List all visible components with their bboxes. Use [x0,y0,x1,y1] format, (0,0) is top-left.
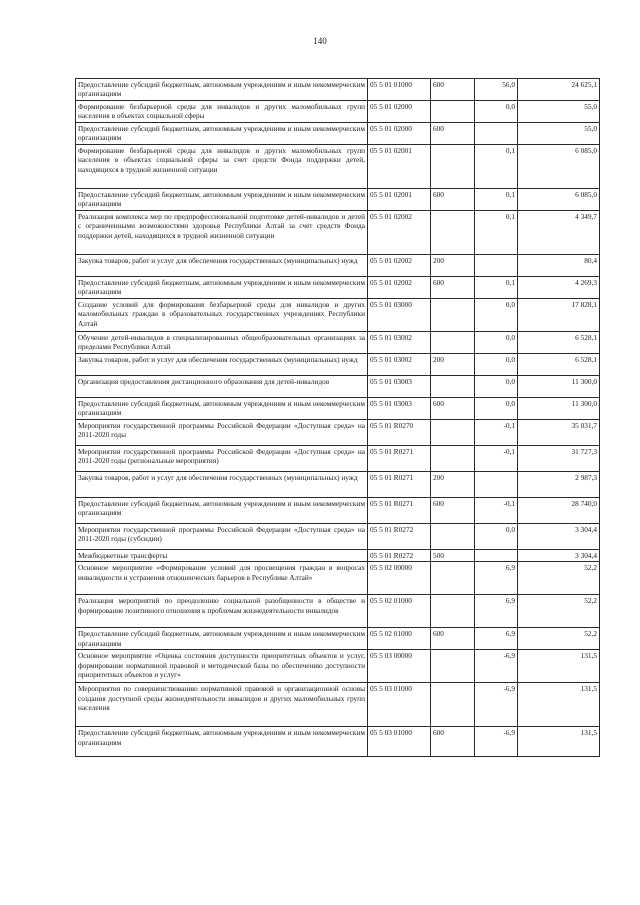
row-code-cell: 05 5 01 02002 [368,255,431,277]
row-type-cell: 200 [431,472,475,498]
table-row [76,211,600,255]
row-name-cell: Мероприятия государственной программы Российской Федерации «Доступная среда» на 2011-2020 годы (субсидии) [76,524,368,550]
row-amount-cell: 6 085,0 [518,189,600,211]
row-type-cell [431,595,475,628]
row-type-cell [431,299,475,332]
row-change-cell [475,550,518,562]
table-row [76,299,600,332]
row-amount-cell: 131,5 [518,727,600,757]
row-code-cell: 05 5 01 02001 [368,145,431,189]
row-amount-cell: 3 304,4 [518,550,600,562]
row-amount-cell: 52,2 [518,595,600,628]
row-name-cell: Закупка товаров, работ и услуг для обеспечения государственных (муниципальных) нужд [76,472,368,498]
row-amount-cell: 52,2 [518,562,600,595]
row-amount-cell: 6 528,1 [518,354,600,376]
row-code-cell: 05 5 01 02000 [368,123,431,145]
row-code-cell: 05 5 03 01000 [368,683,431,727]
row-type-cell: 600 [431,189,475,211]
table-row [76,79,600,101]
row-code-cell: 05 5 01 03003 [368,398,431,420]
row-code-cell: 05 5 02 01000 [368,628,431,650]
table-row [76,354,600,376]
table-row [76,727,600,757]
row-type-cell: 600 [431,123,475,145]
row-amount-cell: 6 528,1 [518,332,600,354]
row-change-cell: 0,0 [475,101,518,123]
row-amount-cell: 35 031,7 [518,420,600,446]
row-amount-cell: 11 300,0 [518,376,600,398]
row-type-cell: 600 [431,727,475,757]
row-code-cell: 05 5 01 R0271 [368,498,431,524]
row-name-cell: Основное мероприятие «Формирование условий для просвещения граждан в вопросах инвалидности и устранения отношенческих барьеров в Республике Алтай» [76,562,368,595]
row-code-cell: 05 5 03 01000 [368,727,431,757]
page-number: 140 [313,36,327,46]
row-amount-cell: 28 740,0 [518,498,600,524]
row-type-cell [431,683,475,727]
row-amount-cell: 131,5 [518,683,600,727]
row-change-cell: -0,1 [475,446,518,472]
row-change-cell: 0,0 [475,376,518,398]
row-type-cell [431,524,475,550]
row-type-cell: 600 [431,498,475,524]
row-name-cell: Обучение детей-инвалидов в специализированных общеобразовательных организациях за пределами Республики Алтай [76,332,368,354]
row-code-cell: 05 5 01 02001 [368,189,431,211]
row-name-cell: Мероприятия государственной программы Российской Федерации «Доступная среда» на 2011-2020 годы (региональные мероприятия) [76,446,368,472]
row-code-cell: 05 5 01 02002 [368,277,431,299]
row-change-cell: 0,1 [475,189,518,211]
table-row [76,650,600,683]
row-code-cell: 05 5 01 03002 [368,354,431,376]
row-change-cell: 0,0 [475,299,518,332]
row-change-cell: -0,1 [475,420,518,446]
table-row [76,498,600,524]
row-change-cell [475,123,518,145]
row-change-cell: 6,9 [475,595,518,628]
row-change-cell: 6,9 [475,562,518,595]
row-type-cell [431,562,475,595]
row-amount-cell: 2 987,3 [518,472,600,498]
row-code-cell: 05 5 01 R0270 [368,420,431,446]
table-row [76,683,600,727]
table-row [76,123,600,145]
row-code-cell: 05 5 01 02000 [368,101,431,123]
row-type-cell: 600 [431,628,475,650]
row-change-cell: 0,0 [475,398,518,420]
row-type-cell [431,145,475,189]
row-amount-cell: 17 828,1 [518,299,600,332]
row-change-cell: -0,1 [475,498,518,524]
row-change-cell: 0,0 [475,524,518,550]
row-amount-cell: 4 269,3 [518,277,600,299]
row-name-cell: Организация предоставления дистанционного образования для детей-инвалидов [76,376,368,398]
row-code-cell: 05 5 01 R0271 [368,472,431,498]
row-type-cell [431,446,475,472]
table-row [76,595,600,628]
row-change-cell: -6,9 [475,727,518,757]
table-row [76,562,600,595]
row-name-cell: Предоставление субсидий бюджетным, автономным учреждениям и иным некоммерческим организациям [76,727,368,757]
row-name-cell: Предоставление субсидий бюджетным, автономным учреждениям и иным некоммерческим организациям [76,277,368,299]
row-name-cell: Формирование безбарьерной среды для инвалидов и других маломобильных групп населения в объектах социальной сферы за счет средств Фонда поддержки детей, находящихся в трудной жизненной ситуации [76,145,368,189]
row-type-cell: 200 [431,354,475,376]
row-amount-cell: 52,2 [518,628,600,650]
row-change-cell [475,255,518,277]
row-name-cell: Мероприятия по совершенствованию нормативной правовой и организационной основы создания доступной среды жизнедеятельности инвалидов и других маломобильных групп населения [76,683,368,727]
row-change-cell: 0,1 [475,211,518,255]
row-code-cell: 05 5 01 R0271 [368,446,431,472]
row-code-cell: 05 5 01 03000 [368,299,431,332]
row-code-cell: 05 5 01 R0272 [368,550,431,562]
row-name-cell: Предоставление субсидий бюджетным, автономным учреждениям и иным некоммерческим организациям [76,123,368,145]
row-name-cell: Предоставление субсидий бюджетным, автономным учреждениям и иным некоммерческим организациям [76,628,368,650]
row-amount-cell: 4 349,7 [518,211,600,255]
row-amount-cell: 31 727,3 [518,446,600,472]
row-amount-cell: 131,5 [518,650,600,683]
row-amount-cell: 55,0 [518,101,600,123]
row-amount-cell: 55,0 [518,123,600,145]
row-name-cell: Закупка товаров, работ и услуг для обеспечения государственных (муниципальных) нужд [76,255,368,277]
row-code-cell: 05 5 01 01000 [368,79,431,101]
row-amount-cell: 3 304,4 [518,524,600,550]
row-type-cell [431,420,475,446]
row-amount-cell: 80,4 [518,255,600,277]
row-amount-cell: 6 085,0 [518,145,600,189]
table-row [76,420,600,446]
row-type-cell: 600 [431,398,475,420]
row-name-cell: Предоставление субсидий бюджетным, автономным учреждениям и иным некоммерческим организациям [76,79,368,101]
table-row [76,550,600,562]
row-name-cell: Реализация комплекса мер по предпрофессиональной подготовке детей-инвалидов и детей с ограниченными возможностями здоровья Республики Алтай за счет средств Фонда поддержки детей, находящихся в трудной жизненной ситуации [76,211,368,255]
row-name-cell: Создание условий для формирования безбарьерной среды для инвалидов и других маломобильных граждан в образовательных государственных учреждениях Республики Алтай [76,299,368,332]
row-name-cell: Формирование безбарьерной среды для инвалидов и других маломобильных групп населения в объектах социальной сферы [76,101,368,123]
row-type-cell [431,376,475,398]
row-change-cell: -6,9 [475,650,518,683]
row-code-cell: 05 5 02 00000 [368,562,431,595]
table-row [76,101,600,123]
row-change-cell: 56,0 [475,79,518,101]
table-row [76,376,600,398]
row-type-cell [431,332,475,354]
row-code-cell: 05 5 01 02002 [368,211,431,255]
row-name-cell: Предоставление субсидий бюджетным, автономным учреждениям и иным некоммерческим организациям [76,498,368,524]
table-row [76,628,600,650]
row-change-cell: 0,1 [475,145,518,189]
row-name-cell: Предоставление субсидий бюджетным, автономным учреждениям и иным некоммерческим организациям [76,189,368,211]
row-change-cell: 0,0 [475,332,518,354]
budget-table [75,78,600,757]
table-row [76,332,600,354]
row-code-cell: 05 5 03 00000 [368,650,431,683]
row-name-cell: Предоставление субсидий бюджетным, автономным учреждениям и иным некоммерческим организациям [76,398,368,420]
row-change-cell: -6,9 [475,683,518,727]
row-change-cell: 0,1 [475,277,518,299]
row-change-cell: 6,9 [475,628,518,650]
row-type-cell: 200 [431,255,475,277]
row-type-cell: 600 [431,277,475,299]
table-row [76,145,600,189]
row-name-cell: Закупка товаров, работ и услуг для обеспечения государственных (муниципальных) нужд [76,354,368,376]
row-name-cell: Межбюджетные трансферты [76,550,368,562]
row-amount-cell: 24 625,1 [518,79,600,101]
row-type-cell [431,211,475,255]
row-code-cell: 05 5 01 03002 [368,332,431,354]
row-code-cell: 05 5 01 R0272 [368,524,431,550]
row-amount-cell: 11 300,0 [518,398,600,420]
table-row [76,277,600,299]
row-code-cell: 05 5 01 03003 [368,376,431,398]
budget-table-body [76,79,600,757]
table-row [76,255,600,277]
table-row [76,524,600,550]
table-row [76,472,600,498]
row-change-cell [475,472,518,498]
row-change-cell: 0,0 [475,354,518,376]
row-type-cell: 500 [431,550,475,562]
row-name-cell: Реализация мероприятий по преодолению социальной разобщенности в обществе и формирование позитивного отношения к проблемам жизнедеятельности инвалидов [76,595,368,628]
table-row [76,189,600,211]
row-code-cell: 05 5 02 01000 [368,595,431,628]
row-name-cell: Мероприятия государственной программы Российской Федерации «Доступная среда» на 2011-2020 годы [76,420,368,446]
row-type-cell: 600 [431,79,475,101]
row-type-cell [431,650,475,683]
row-name-cell: Основное мероприятие «Оценка состояния доступности приоритетных объектов и услуг, формирование нормативной правовой и методической базы по обеспечению доступности приоритетных объектов и услуг» [76,650,368,683]
table-row [76,446,600,472]
row-type-cell [431,101,475,123]
table-row [76,398,600,420]
